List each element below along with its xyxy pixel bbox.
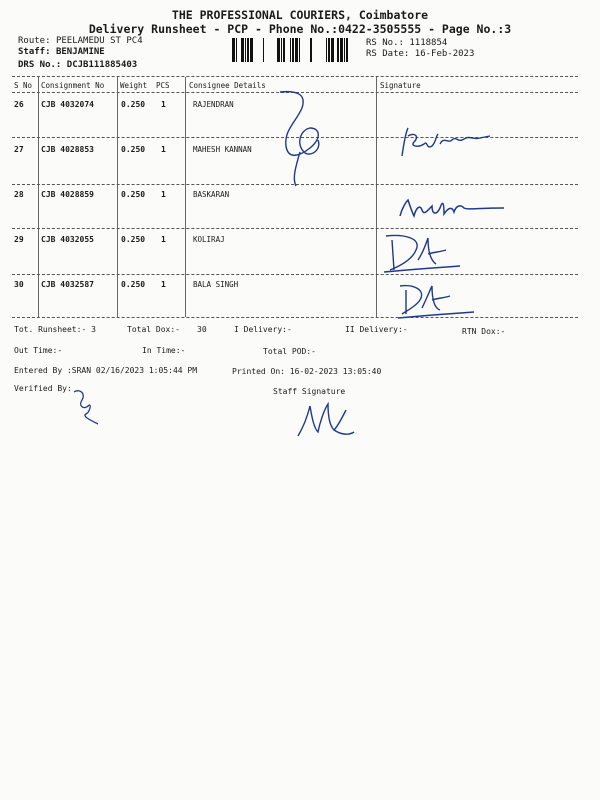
barcode-bar [277,38,280,62]
rs-date-line [366,49,474,59]
total-dox-value: 30 [197,325,207,334]
row-consignee: MAHESH KANNAN [193,145,252,154]
handwritten-signature [270,90,350,190]
barcode-bar [295,38,298,62]
row-consignee: BASKARAN [193,190,230,199]
drs-value: DCJB111885403 [66,60,138,70]
rs-date-value: 16-Feb-2023 [414,49,475,59]
column-divider [376,77,377,317]
column-divider [38,77,39,317]
row-pcs: 1 [161,280,166,289]
total-dox-label: Total Dox:- [127,325,180,334]
route-line [18,36,143,46]
barcode-bar [241,38,244,62]
col-header-consignee: Consignee Details [189,81,266,90]
company-title: THE PROFESSIONAL COURIERS, Coimbatore [171,8,429,22]
row-consignment-no: CJB 4032055 [41,235,94,244]
row-weight: 0.250 [121,190,146,199]
row-consignment-no: CJB 4032074 [41,100,94,109]
col-header-signature: Signature [380,81,421,90]
barcode-bar [250,38,253,62]
barcode [232,38,360,62]
row-separator [12,228,578,229]
drs-line [18,60,137,70]
runsheet-subtitle: Delivery Runsheet - PCP - Phone No.:0422-3505555 - Page No.:3 [88,22,512,36]
row-weight: 0.250 [121,235,146,244]
col-header-weight: Weight [120,81,148,90]
rs-no-value: 1118854 [409,38,448,48]
barcode-bar [247,38,249,62]
barcode-bar [283,38,285,62]
route-label: Route: [18,36,51,46]
row-sno: 27 [14,145,24,154]
rs-no-label: RS No.: [366,38,404,48]
handwritten-signature [396,194,506,224]
table-top-rule [12,76,578,77]
handwritten-signature [396,280,476,320]
handwritten-signature [382,230,462,274]
row-consignment-no: CJB 4028859 [41,190,94,199]
in-time: In Time:- [142,346,186,355]
staff-signature-label: Staff Signature [273,387,346,396]
row-pcs: 1 [161,100,166,109]
barcode-bar [326,38,327,62]
entered-by: Entered By :SRAN 02/16/2023 1:05:44 PM [14,366,198,375]
row-weight: 0.250 [121,100,146,109]
handwritten-signature [70,386,104,426]
barcode-bar [310,38,312,62]
rs-no-line [366,38,447,48]
total-runsheet: Tot. Runsheet:- 3 [14,325,96,334]
row-consignee: KOLIRAJ [193,235,225,244]
barcode-bar [245,38,246,62]
barcode-bar [236,38,237,62]
out-time: Out Time:- [14,346,63,355]
printed-on: Printed On: 16-02-2023 13:05:40 [232,367,382,376]
row-pcs: 1 [161,235,166,244]
row-consignee: RAJENDRAN [193,100,234,109]
row-sno: 30 [14,280,24,289]
rs-date-label: RS Date: [366,49,410,59]
table-bottom-rule [12,317,578,318]
barcode-bar [299,38,300,62]
i-delivery: I Delivery:- [234,325,292,334]
barcode-bar [331,38,334,62]
barcode-bar [232,38,235,62]
row-pcs: 1 [161,190,166,199]
row-weight: 0.250 [121,280,146,289]
row-sno: 26 [14,100,24,109]
handwritten-signature [294,396,358,442]
row-sno: 28 [14,190,24,199]
verified-by: Verified By: [14,384,72,393]
row-sno: 29 [14,235,24,244]
row-pcs: 1 [161,145,166,154]
staff-value: BENJAMINE [55,47,105,57]
row-separator [12,274,578,275]
barcode-bar [337,38,339,62]
barcode-bar [340,38,343,62]
barcode-bar [344,38,345,62]
barcode-bar [328,38,330,62]
rtn-dox: RTN Dox:- [462,327,506,336]
column-divider [185,77,186,317]
col-header-pcs: PCS [156,81,170,90]
row-weight: 0.250 [121,145,146,154]
barcode-bar [292,38,294,62]
row-consignment-no: CJB 4028853 [41,145,94,154]
barcode-bar [346,38,348,62]
col-header-sno: S No [14,81,33,90]
drs-label: DRS No.: [18,60,62,70]
row-consignment-no: CJB 4032587 [41,280,94,289]
row-consignee: BALA SINGH [193,280,239,289]
col-header-consignment: Consignment No [41,81,105,90]
staff-line [18,47,105,57]
barcode-bar [263,38,264,62]
staff-label: Staff: [18,47,51,57]
column-divider [117,77,118,317]
handwritten-signature [396,122,496,162]
total-pod: Total POD:- [263,347,316,356]
ii-delivery: II Delivery:- [345,325,408,334]
barcode-bar [281,38,282,62]
barcode-bar [290,38,291,62]
route-value: PEELAMEDU ST PC4 [55,36,143,46]
